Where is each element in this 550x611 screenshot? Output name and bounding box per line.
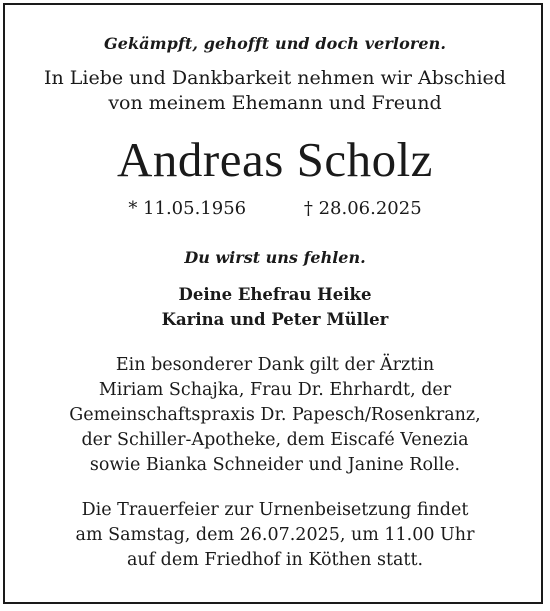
thanks-line-3: Gemeinschaftspraxis Dr. Papesch/Rosenkranz, <box>69 405 481 425</box>
death-date: † 28.06.2025 <box>303 198 422 219</box>
funeral-line-3: auf dem Friedhof in Köthen statt. <box>126 550 424 570</box>
motto: Gekämpft, gehofft und doch verloren. <box>103 34 447 53</box>
funeral-line-1: Die Trauerfeier zur Urnenbeisetzung findet <box>81 500 469 520</box>
intro-line-1: In Liebe und Dankbarkeit nehmen wir Abschied <box>44 67 506 89</box>
birth-date: * 11.05.1956 <box>128 198 247 219</box>
funeral-line-2: am Samstag, dem 26.07.2025, um 11.00 Uhr <box>75 525 475 545</box>
mourner-line-2: Karina und Peter Müller <box>161 310 389 329</box>
farewell-line: Du wirst uns fehlen. <box>184 248 366 267</box>
life-dates <box>0 198 550 219</box>
thanks-line-5: sowie Bianka Schneider und Janine Rolle. <box>89 455 461 475</box>
thanks-line-1: Ein besonderer Dank gilt der Ärztin <box>115 355 435 375</box>
thanks-line-2: Miriam Schajka, Frau Dr. Ehrhardt, der <box>98 380 452 400</box>
mourner-line-1: Deine Ehefrau Heike <box>178 285 372 304</box>
deceased-name: Andreas Scholz <box>117 132 433 187</box>
intro-line-2: von meinem Ehemann und Freund <box>108 92 442 114</box>
thanks-line-4: der Schiller-Apotheke, dem Eiscafé Venezia <box>81 430 469 450</box>
